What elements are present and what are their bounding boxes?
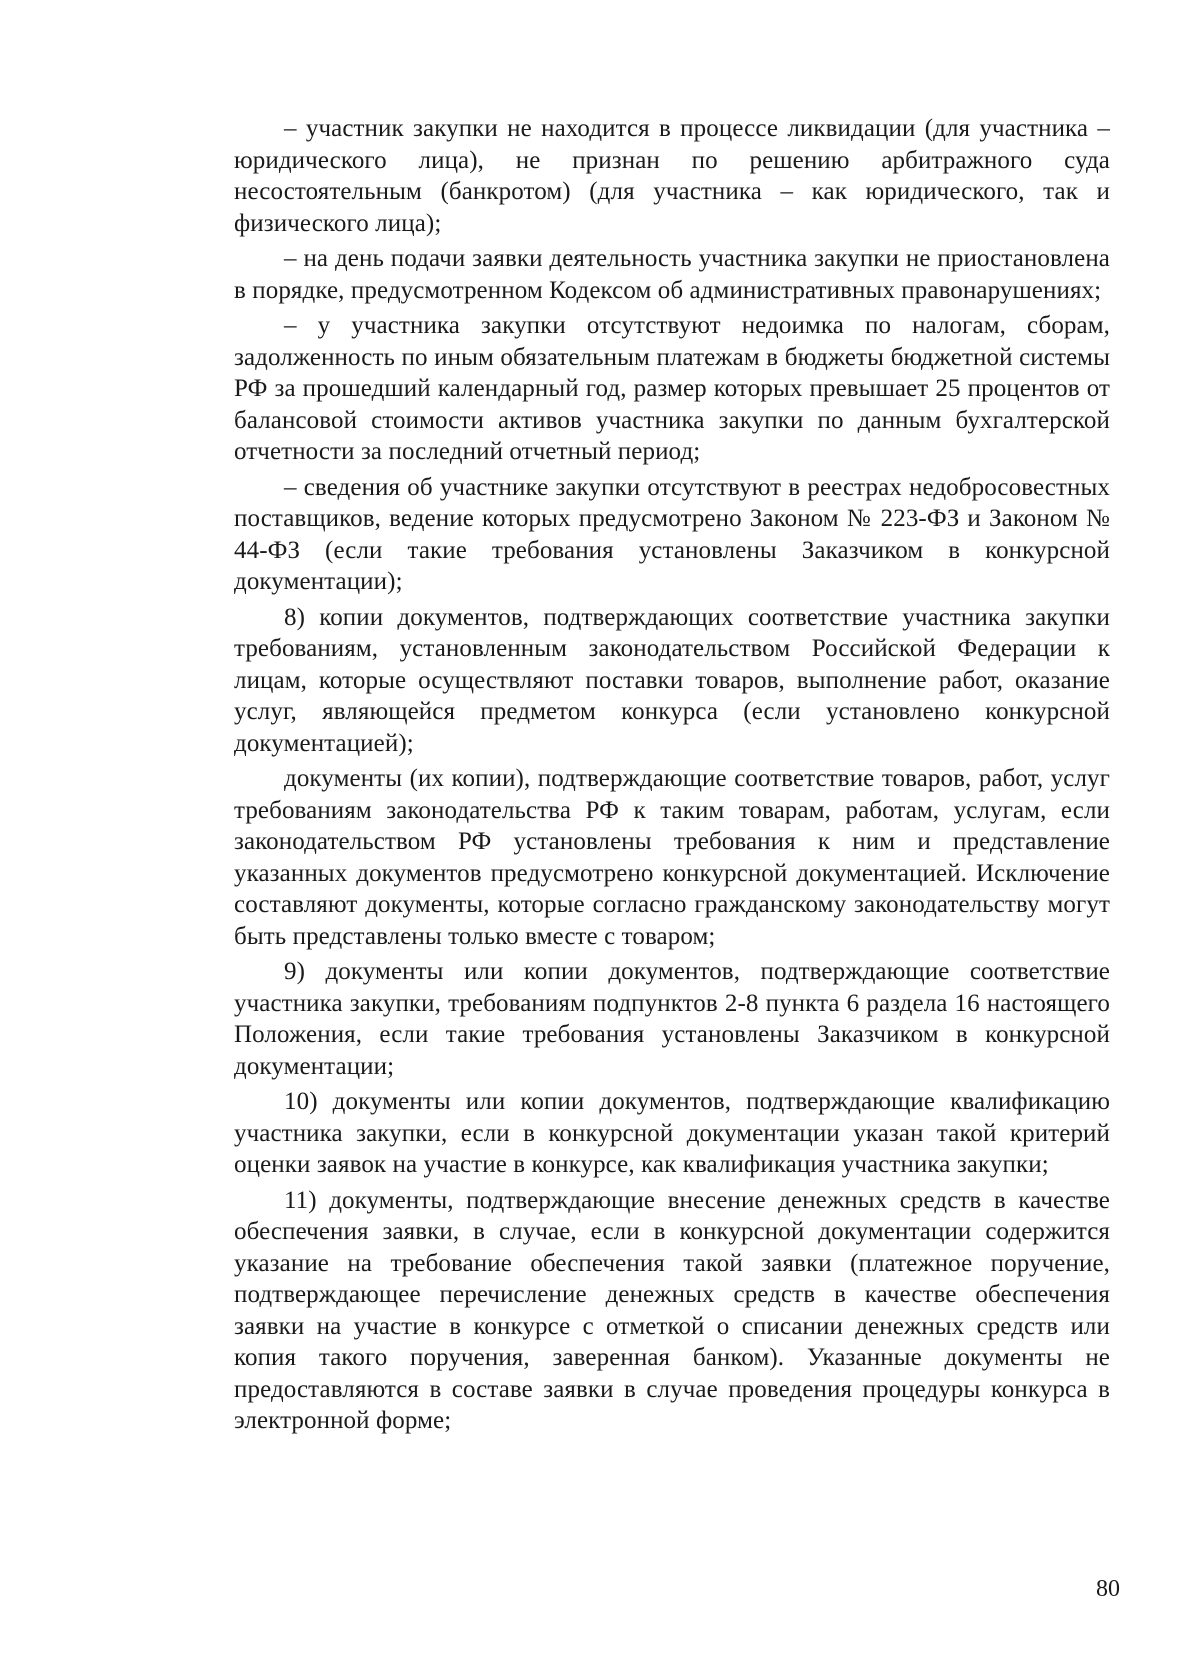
paragraph-tax-arrears: – у участника закупки отсутствуют недоимка по налогам, сборам, задолженность по иным обязательным платежам в бюджеты бюджетной системы РФ за прошедший календарный год, размер которых превышает 25 процентов от балансовой стоимости активов участника закупки по данным бухгалтерской отчетности за последний отчетный период; bbox=[234, 312, 1110, 465]
paragraph-registry: – сведения об участнике закупки отсутствуют в реестрах недобросовестных поставщиков, ведение которых предусмотрено Законом № 223-ФЗ и Законом № 44-ФЗ (если такие требования установлены Заказчиком в конкурсной документации); bbox=[234, 473, 1110, 595]
paragraph-item-9: 9) документы или копии документов, подтверждающие соответствие участника закупки, требованиям подпунктов 2-8 пункта 6 раздела 16 настоящего Положения, если такие требования установлены Заказчиком в конкурсной документации; bbox=[234, 958, 1110, 1080]
paragraph-liquidation: – участник закупки не находится в процессе ликвидации (для участника – юридического лица), не признан по решению арбитражного суда несостоятельным (банкротом) (для участника – как юридического, так и физического лица); bbox=[234, 115, 1110, 237]
page-number: 80 bbox=[1096, 1576, 1120, 1602]
paragraph-item-8: 8) копии документов, подтверждающих соответствие участника закупки требованиям, установленным законодательством Российской Федерации к лицам, которые осуществляют поставки товаров, выполнение работ, оказание услуг, являющейся предметом конкурса (если установлено конкурсной документацией); bbox=[234, 603, 1110, 757]
paragraph-item-10: 10) документы или копии документов, подтверждающие квалификацию участника закупки, если в конкурсной документации указан такой критерий оценки заявок на участие в конкурсе, как квалификация участника закупки; bbox=[234, 1088, 1110, 1178]
document-body bbox=[234, 113, 1110, 1441]
paragraph-suspension: – на день подачи заявки деятельность участника закупки не приостановлена в порядке, предусмотренном Кодексом об административных правонарушениях; bbox=[234, 245, 1110, 304]
paragraph-conformity-docs: документы (их копии), подтверждающие соответствие товаров, работ, услуг требованиям законодательства РФ к таким товарам, работам, услугам, если законодательством РФ установлены требования к ним и представление указанных документов предусмотрено конкурсной документацией. Исключение составляют документы, которые согласно гражданскому законодательству могут быть представлены только вместе с товаром; bbox=[234, 765, 1110, 950]
paragraph-item-11: 11) документы, подтверждающие внесение денежных средств в качестве обеспечения заявки, в случае, если в конкурсной документации содержится указание на требование обеспечения такой заявки (платежное поручение, подтверждающее перечисление денежных средств в качестве обеспечения заявки на участие в конкурсе с отметкой о списании денежных средств или копия такого поручения, заверенная банком). Указанные документы не предоставляются в составе заявки в случае проведения процедуры конкурса в электронной форме; bbox=[234, 1186, 1110, 1434]
